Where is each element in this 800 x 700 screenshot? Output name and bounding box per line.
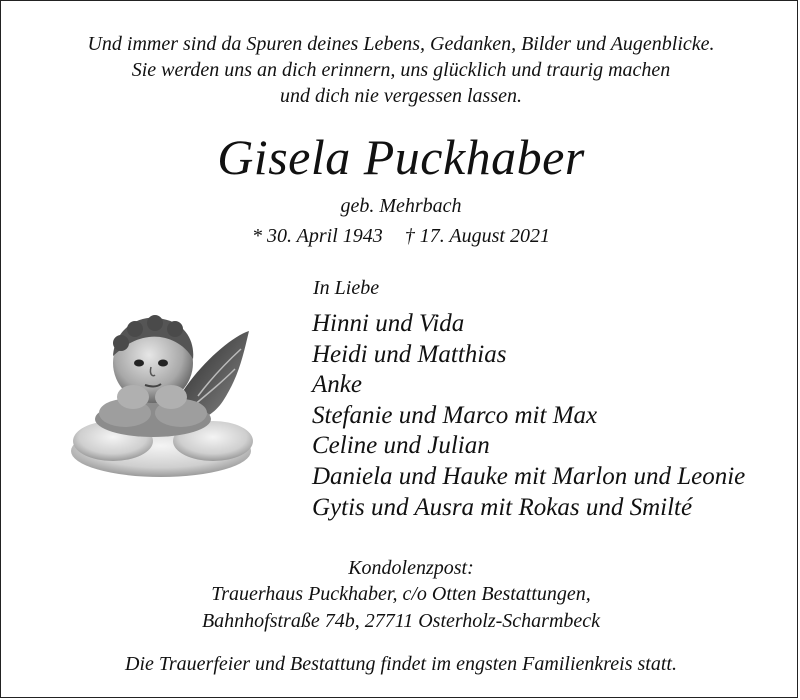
- poem-line: Sie werden uns an dich erinnern, uns glücklich und traurig machen: [131, 59, 671, 81]
- address-line: Trauerhaus Puckhaber, c/o Otten Bestattungen,: [211, 583, 591, 605]
- list-item: Celine und Julian: [312, 432, 490, 460]
- list-item: Gytis und Ausra mit Rokas und Smilté: [312, 493, 693, 521]
- funeral-note: Die Trauerfeier und Bestattung findet im engsten Familienkreis statt.: [125, 653, 677, 675]
- in-love-label: In Liebe: [313, 277, 380, 299]
- deceased-name: Gisela Puckhaber: [217, 129, 585, 185]
- born-name: geb. Mehrbach: [340, 195, 462, 217]
- condolence-label: Kondolenzpost:: [348, 557, 474, 579]
- death-date: † 17. August 2021: [404, 225, 550, 247]
- poem-line: und dich nie vergessen lassen.: [280, 85, 522, 107]
- condolence-address: [1, 581, 800, 635]
- cherub-angel-icon: [63, 301, 259, 481]
- poem: [1, 31, 800, 109]
- list-item: Heidi und Matthias: [312, 340, 507, 368]
- list-item: Stefanie und Marco mit Max: [312, 401, 598, 429]
- list-item: Daniela und Hauke mit Marlon und Leonie: [312, 462, 746, 490]
- list-item: Hinni und Vida: [312, 310, 465, 337]
- poem-line: Und immer sind da Spuren deines Lebens, Gedanken, Bilder und Augenblicke.: [87, 33, 715, 55]
- birth-date: * 30. April 1943: [252, 225, 383, 247]
- mourners-list: [312, 309, 745, 523]
- life-dates: [1, 223, 800, 249]
- list-item: Anke: [312, 371, 362, 399]
- address-line: Bahnhofstraße 74b, 27711 Osterholz-Scharmbeck: [201, 610, 601, 632]
